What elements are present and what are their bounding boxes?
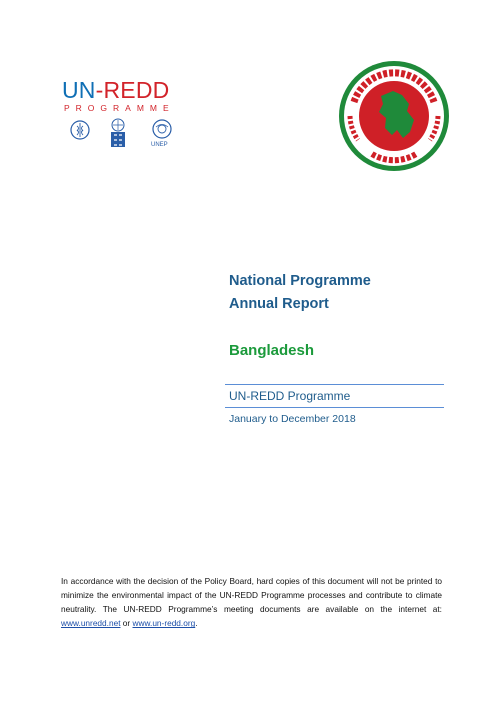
printing-notice — [61, 574, 442, 630]
report-title-line2: Annual Report — [229, 296, 329, 312]
un-redd-logo — [62, 78, 182, 113]
programme-name: UN-REDD Programme — [229, 389, 351, 403]
report-title — [229, 270, 449, 316]
un-redd-org-link[interactable]: www.un-redd.org — [132, 618, 196, 629]
top-divider — [225, 384, 444, 385]
report-period: January to December 2018 — [229, 413, 356, 425]
unredd-net-link[interactable]: www.unredd.net — [61, 618, 121, 629]
wordmark-redd: REDD — [103, 77, 170, 103]
notice-end: . — [195, 618, 198, 629]
unep-emblem-icon — [150, 118, 174, 148]
fao-emblem-icon — [70, 118, 90, 142]
bangladesh-government-seal-icon — [336, 58, 452, 174]
notice-text: In accordance with the decision of the Policy Board, hard copies of this document will not be printed to minimize the environmental impact of the UN-REDD Programme processes and contribute to climate neutrality. The UN-REDD Programme’s meeting documents are available on the internet at: — [61, 576, 442, 615]
report-title-line1: National Programme — [229, 273, 371, 289]
bottom-divider — [225, 407, 444, 408]
unep-label: UNEP — [151, 142, 168, 148]
wordmark-dash: - — [95, 77, 104, 103]
notice-connector: or — [120, 618, 133, 629]
wordmark-un: UN — [62, 77, 96, 103]
un-redd-wordmark — [62, 78, 182, 102]
agency-logos — [70, 118, 190, 158]
undp-emblem-icon — [110, 118, 126, 148]
programme-subtitle: PROGRAMME — [64, 103, 175, 113]
country-name: Bangladesh — [229, 342, 315, 359]
